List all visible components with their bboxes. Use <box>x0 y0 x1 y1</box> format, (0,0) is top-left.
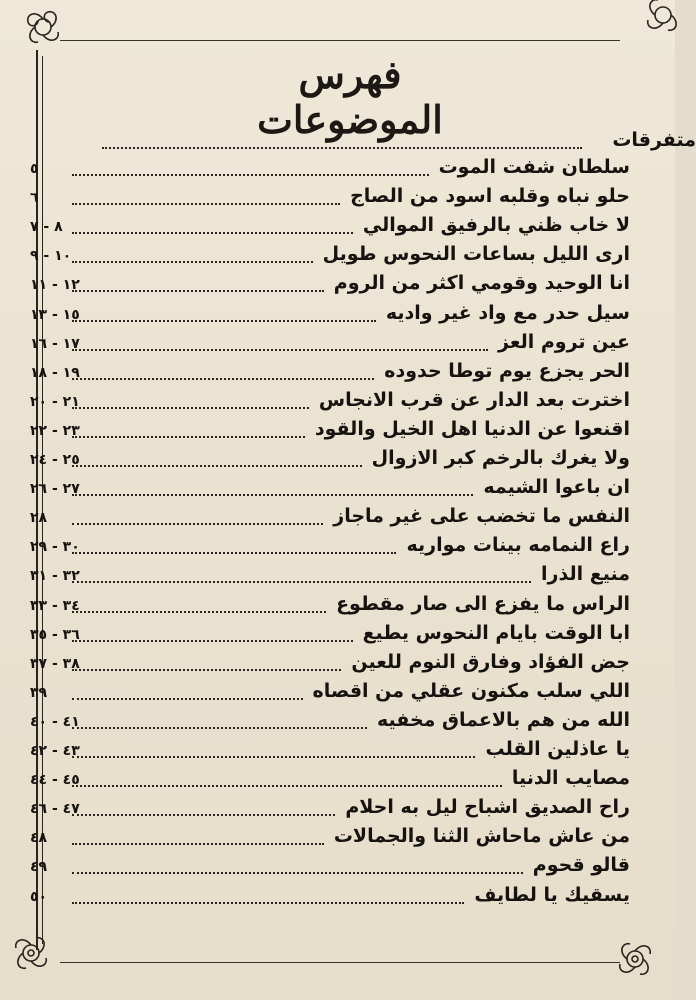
dotted-leader <box>72 902 464 904</box>
toc-entry-row <box>30 530 690 560</box>
toc-entry-row <box>30 734 690 764</box>
toc-entry-page-number: ٥ <box>30 161 39 177</box>
toc-entry-title: اللي سلب مكنون عقلي من اقصاه <box>312 679 630 702</box>
toc-entry-title: اخترت بعد الدار عن قرب الانجاس <box>318 388 630 411</box>
toc-entry-page-number: ٦ <box>30 190 39 207</box>
toc-entry-page-number: ٤٧ - ٤٦ <box>30 801 80 818</box>
toc-entry-row <box>30 589 690 619</box>
toc-entry-title: حلو نباه وقلبه اسود من الصاج <box>350 185 630 208</box>
toc-entry-row <box>30 559 690 589</box>
page-title: فهرس الموضوعات <box>257 52 443 142</box>
dotted-leader <box>72 843 324 845</box>
toc-entry-title: عين تروم العز <box>498 330 630 353</box>
toc-entry-title: ان باعوا الشيمه <box>483 476 630 499</box>
dotted-leader <box>72 203 340 205</box>
toc-entry-page-number: ١٥ - ١٣ <box>30 306 80 323</box>
dotted-leader <box>72 756 475 758</box>
toc-entry-page-number: ١٢ - ١١ <box>30 277 80 294</box>
toc-entry-title: مصايب الدنيا <box>511 767 630 790</box>
dotted-leader <box>72 581 531 583</box>
dotted-leader <box>72 407 309 409</box>
toc-entry-title: الحر يجزع يوم توطا حدوده <box>384 359 630 382</box>
toc-entry-row <box>30 239 690 269</box>
toc-entry-row <box>30 821 690 851</box>
dotted-leader <box>72 320 376 322</box>
dotted-leader <box>72 640 353 642</box>
toc-entry-page-number: ١٧ - ١٦ <box>30 335 80 352</box>
toc-entry-title: الله من هم بالاعماق مخفيه <box>377 708 630 731</box>
dotted-leader <box>72 349 488 351</box>
toc-entry-page-number: ٣٢ - ٣١ <box>30 568 80 585</box>
toc-entry-row <box>30 472 690 502</box>
dotted-leader <box>72 232 353 234</box>
toc-entry-row <box>30 298 690 328</box>
toc-entry-title: من عاش ماحاش الثنا والجمالات <box>333 825 630 848</box>
toc-entry-title: لا خاب ظني بالرفيق الموالي <box>362 214 630 237</box>
toc-entry-title: سيل حدر مع واد غير واديه <box>385 301 630 324</box>
dotted-leader <box>72 872 523 874</box>
dotted-leader <box>72 552 396 554</box>
toc-entry-title: ارى الليل بساعات النحوس طويل <box>322 243 630 266</box>
toc-entry-page-number: ٤٥ - ٤٤ <box>30 772 80 789</box>
dotted-leader <box>72 814 335 816</box>
toc-entry-title: منيع الذرا <box>541 563 630 586</box>
toc-entry-title: راح الصديق اشباح ليل به احلام <box>345 796 630 819</box>
dotted-leader <box>72 290 324 292</box>
toc-entry-row <box>30 152 690 182</box>
dotted-leader <box>72 436 305 438</box>
dotted-leader <box>72 261 313 263</box>
toc-entry-page-number: ٢١ - ٢٠ <box>30 393 80 410</box>
toc-entry-title: راع النمامه بينات مواريه <box>406 534 630 557</box>
toc-entry-title: يسقيك يا لطايف <box>474 883 630 906</box>
dotted-leader <box>72 669 341 671</box>
toc-entry-page-number: ٢٣ - ٢٢ <box>30 422 80 439</box>
toc-entry-page-number: ٣٤ - ٣٣ <box>30 597 80 614</box>
dotted-leader <box>72 698 303 700</box>
toc-entry-page-number: ١٩ - ١٨ <box>30 364 80 381</box>
dotted-leader <box>72 523 323 525</box>
toc-entry-page-number: ٤٩ <box>30 859 48 876</box>
dotted-leader <box>72 174 429 176</box>
toc-entry-title: جض الفؤاد وفارق النوم للعين <box>351 650 630 673</box>
toc-section-row <box>30 125 696 155</box>
dotted-leader <box>72 494 473 496</box>
toc-entry-title: الراس ما يفزع الى صار مقطوع <box>336 592 630 615</box>
toc-entry-row <box>30 443 690 473</box>
toc-entry-page-number: ٢٧ - ٢٦ <box>30 481 80 498</box>
toc-entry-row <box>30 705 690 735</box>
toc-entry-title: النفس ما تخضب على غير ماجاز <box>333 505 630 528</box>
dotted-leader <box>72 727 367 729</box>
toc-entry-row <box>30 618 690 648</box>
toc-entry-row <box>30 676 690 706</box>
toc-entry-row <box>30 356 690 386</box>
toc-entry-page-number: ٤١ - ٤٠ <box>30 713 80 730</box>
toc-entry-row <box>30 385 690 415</box>
toc-entry-page-number: ٢٨ <box>30 510 48 527</box>
dotted-leader <box>72 611 326 613</box>
toc-entry-page-number: ٤٣ - ٤٢ <box>30 743 80 759</box>
toc-entry-row <box>30 268 690 298</box>
dotted-leader <box>72 465 362 467</box>
toc-entry-row <box>30 850 690 880</box>
toc-entry-page-number: ٣٩ <box>30 684 48 701</box>
toc-entry-row <box>30 327 690 357</box>
toc-entry-title: سلطان شفت الموت <box>438 156 630 178</box>
toc-entry-page-number: ٣٠ - ٢٩ <box>30 539 80 556</box>
toc-entry-title: يا عاذلين القلب <box>485 738 630 760</box>
toc-entry-page-number: ١٠ - ٩ <box>30 248 72 265</box>
toc-entry-row <box>30 880 690 910</box>
toc-section-heading: متفرقات <box>612 129 696 151</box>
toc-entry-page-number: ٨ - ٧ <box>30 219 63 236</box>
toc-entry-row <box>30 181 690 211</box>
toc-entry-row <box>30 763 690 793</box>
toc-entry-page-number: ٢٥ - ٢٤ <box>30 452 80 468</box>
toc-entry-title: ولا يغرك بالرخم كبر الازوال <box>371 447 630 469</box>
toc-entry-title: اقنعوا عن الدنيا اهل الخيل والقود <box>314 417 630 440</box>
toc-entry-row <box>30 647 690 677</box>
toc-entry-row <box>30 501 690 531</box>
toc-entry-title: ابا الوقت بايام النحوس يطيع <box>362 621 630 644</box>
toc-entry-row <box>30 792 690 822</box>
toc-entry-page-number: ٥٠ <box>30 888 48 905</box>
toc-entry-page-number: ٤٨ <box>30 830 48 847</box>
toc-entry-title: انا الوحيد وقومي اكثر من الروم <box>333 272 630 295</box>
toc-entry-page-number: ٣٨ - ٣٧ <box>30 655 80 672</box>
toc-entry-page-number: ٣٦ - ٣٥ <box>30 626 80 643</box>
dotted-leader <box>102 147 582 149</box>
dotted-leader <box>72 785 502 787</box>
dotted-leader <box>72 378 374 380</box>
toc-entry-title: قالو قحوم <box>532 854 630 877</box>
toc-entry-row <box>30 210 690 240</box>
toc-entry-row <box>30 414 690 444</box>
